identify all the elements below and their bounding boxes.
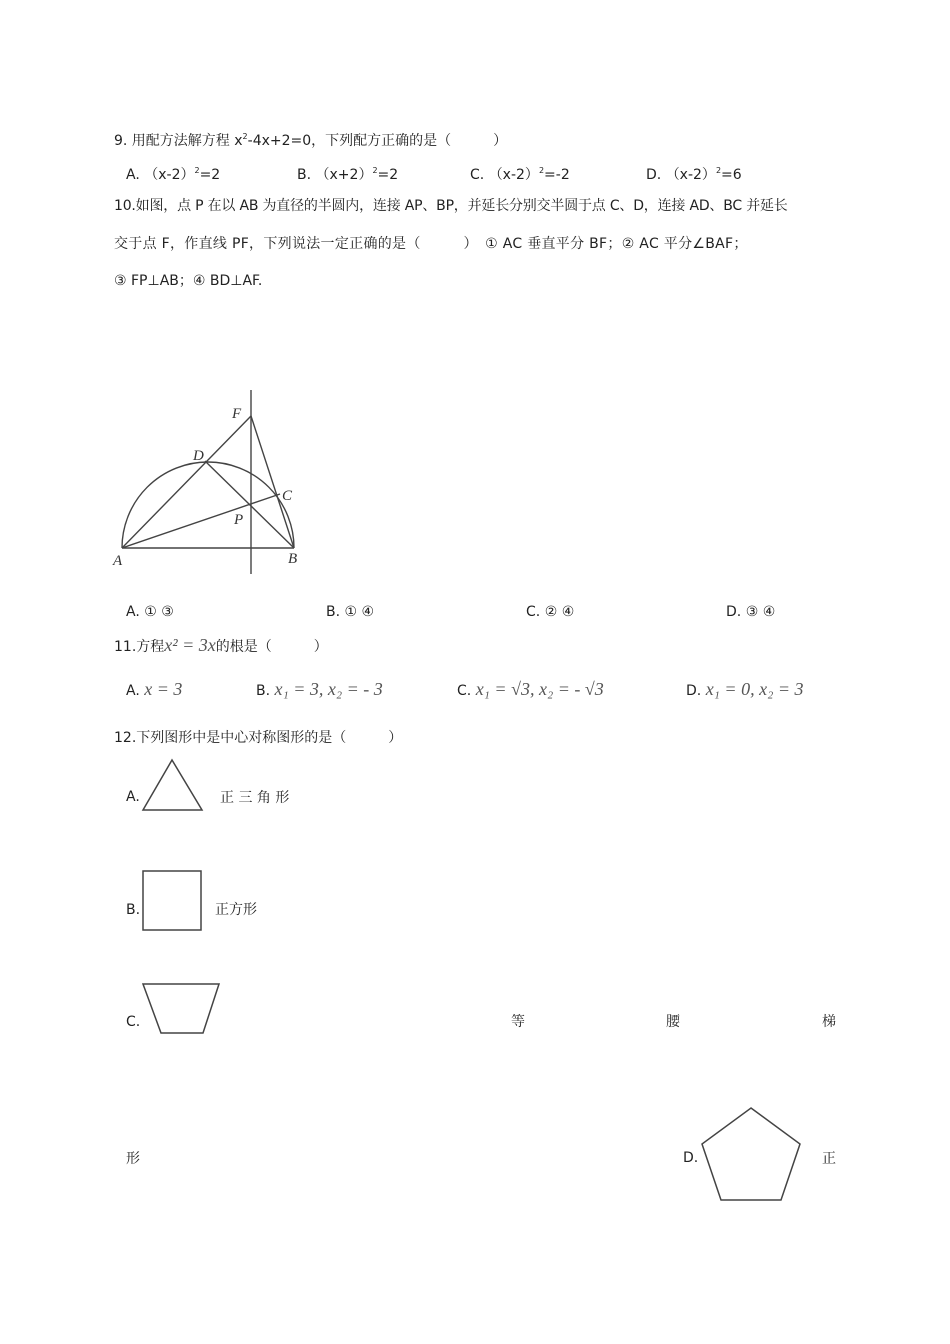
q10-line3: ③ FP⊥AB；④ BD⊥AF. [114, 273, 263, 289]
q11-option-a: A. x = 3 [126, 679, 183, 699]
q11-equation: x² = 3x [164, 635, 216, 655]
q9-option-d: D. $(x-2)^2=6$ [646, 166, 742, 183]
q12-option-d-letter: D. [683, 1150, 699, 1166]
q10-line2: 交于点 F，作直线 PF，下列说法一定正确的是（ ） ① AC 垂直平分 BF；② AC 平分∠BAF； [114, 236, 748, 252]
label-a: A [113, 553, 123, 569]
q9-option-a: A. $(x-2)^2=2$ [126, 166, 221, 183]
q11-stem: 11.方程x² = 3x的根是（ ） [114, 635, 328, 655]
label-d: D [193, 448, 204, 464]
q10-option-d: D. ③ ④ [726, 604, 776, 620]
q12-option-c-name-3: 梯 [822, 1014, 836, 1030]
q12-option-c-name-tail: 形 [126, 1151, 140, 1167]
q12-stem: 12.下列图形中是中心对称图形的是（ ） [114, 730, 403, 746]
q11-option-d: D. x₁ = 0, x₂ = 3 [686, 679, 804, 699]
q9-option-b: B. $(x+2)^2=2$ [297, 166, 399, 183]
q12-option-c-name-2: 腰 [666, 1014, 680, 1030]
q10-line1: 10.如图，点 P 在以 AB 为直径的半圆内，连接 AP、BP，并延长分别交半圆于点 C、D，连接 AD、BC 并延长 [114, 198, 788, 214]
q12-option-d-name: 正 [822, 1151, 836, 1167]
q12-option-a-letter: A. [126, 789, 140, 805]
q10-option-a: A. ① ③ [126, 604, 174, 620]
q10-option-b: B. ① ④ [326, 604, 375, 620]
label-c: C [282, 488, 293, 504]
q11-option-c: C. x₁ = √3, x₂ = - √3 [457, 679, 604, 699]
q9-option-c: C. $(x-2)^2=-2$ [470, 166, 570, 183]
q12-option-b-letter: B. [126, 902, 141, 918]
label-p: P [234, 512, 244, 528]
label-f: F [232, 406, 242, 422]
q12-option-c-letter: C. [126, 1014, 141, 1030]
label-b: B [288, 551, 298, 567]
q12-option-c-name-1: 等 [511, 1014, 525, 1030]
q11-option-b: B. x₁ = 3, x₂ = - 3 [256, 679, 383, 699]
q10-option-c: C. ② ④ [526, 604, 575, 620]
q12-option-b-name: 正方形 [215, 902, 257, 918]
q12-option-a-name: 正 三 角 形 [220, 790, 290, 806]
q9-stem: 9. 用配方法解方程 $x^2-4x+2=0$，下列配方正确的是（ ） [114, 132, 508, 149]
